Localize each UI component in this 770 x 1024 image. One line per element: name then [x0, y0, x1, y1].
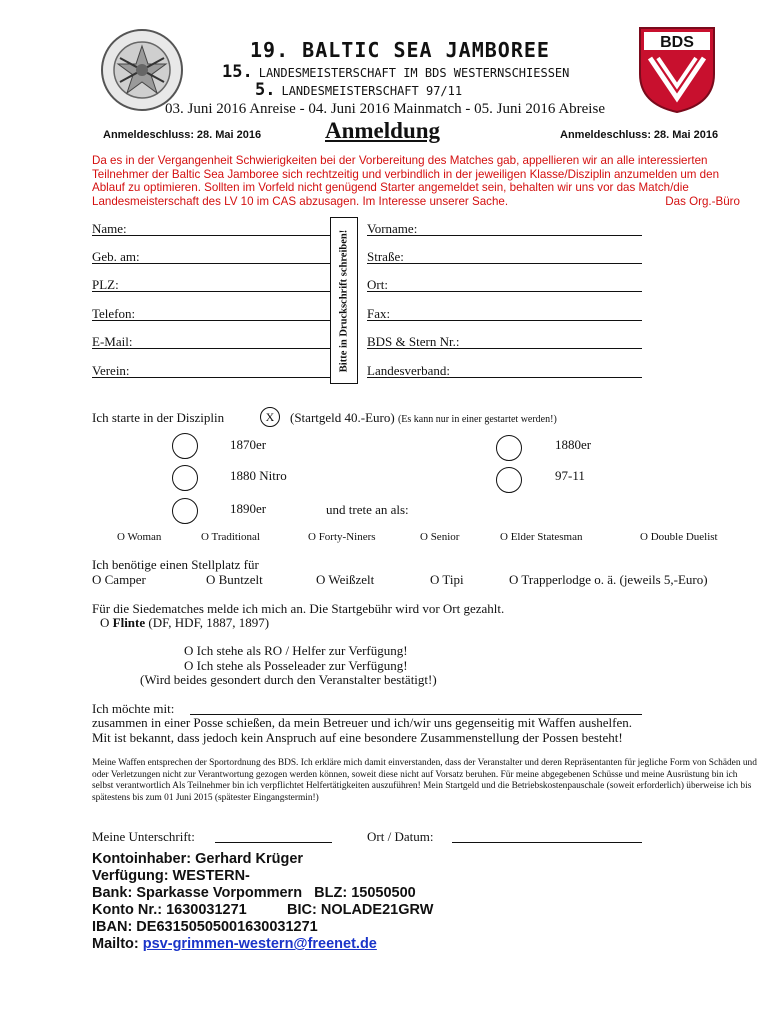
intro-signature: Das Org.-Büro	[665, 194, 740, 208]
category-senior[interactable]: O Senior	[420, 531, 460, 543]
club-logo-left	[100, 28, 184, 112]
option-97-11-label: 97-11	[555, 468, 585, 483]
input-email[interactable]	[92, 348, 330, 349]
label-club: Verein:	[92, 363, 130, 378]
iban: IBAN: DE63150505001630031271	[92, 919, 318, 935]
discipline-label: Ich starte in der Disziplin	[92, 410, 225, 425]
category-woman[interactable]: O Woman	[117, 531, 162, 543]
intro-text: Da es in der Vergangenheit Schwierigkeiten bei der Vorbereitung des Matches gab, appellieren wir an alle interessierten Teilnehmer der Baltic Sea Jamboree sich rechtzeitig und verbindlich in der jeweiligen Klasse/Disziplin anzumelden um den Ablauf zu optimieren. Sollten im Vorfeld nicht genügend Starter angemeldet sein, behalten wir uns vor das Match/die Landesmeisterschaft des LV 10 im CAS abzusagen. Im Interesse unserer Sache.	[92, 154, 720, 208]
date-label: Ort / Datum:	[367, 829, 434, 844]
label-birthdate: Geb. am:	[92, 249, 140, 264]
deadline-right	[560, 129, 718, 141]
event-title: 19. BALTIC SEA JAMBOREE	[250, 38, 550, 62]
helper-ro[interactable]: O Ich stehe als RO / Helfer zur Verfügung!	[184, 643, 408, 658]
posse-text-1: zusammen in einer Posse schießen, da mein Betreuer und ich/wir uns gegenseitig mit Waffen aushelfen.	[92, 715, 632, 730]
category-traditional[interactable]: O Traditional	[201, 531, 260, 543]
date-input[interactable]	[452, 842, 642, 843]
deadline-left	[103, 129, 261, 141]
input-club[interactable]	[92, 377, 330, 378]
input-street[interactable]	[367, 263, 642, 264]
deadline-right-label: Anmeldeschluss:	[560, 129, 652, 141]
print-note-box	[330, 217, 358, 384]
option-1880er-radio[interactable]	[496, 435, 522, 461]
mailto-label: Mailto:	[92, 936, 143, 952]
label-phone: Telefon:	[92, 306, 136, 321]
intro-notice	[92, 154, 740, 208]
input-firstname[interactable]	[367, 235, 642, 236]
input-zip[interactable]	[92, 291, 330, 292]
option-1870er-radio[interactable]	[172, 433, 198, 459]
option-1870er-label: 1870er	[230, 437, 267, 452]
input-phone[interactable]	[92, 320, 330, 321]
bank-details	[92, 851, 433, 953]
posse-text-2: Mit ist bekannt, dass jedoch kein Anspruch auf eine besondere Zusammenstellung der Possen besteht!	[92, 730, 623, 745]
side-match-flinte[interactable]	[100, 615, 269, 631]
camping-camper[interactable]: O Camper	[92, 572, 146, 587]
deadline-left-value: 28. Mai 2016	[196, 129, 262, 141]
disclaimer: Meine Waffen entsprechen der Sportordnung des BDS. Ich erkläre mich damit einverstanden, dass der Veranstalter und deren Repräsentanten für jegliche Form von Schäden und oder Verletzungen nicht zur Verantwortung gezogen werden können, soweit diese nicht auf Vorsatz beruhen. Für meine abgegebenen Schüsse und meine Ausrüstung bin ich selbst verantwortlich Als Teilnehmer bin ich verpflichtet Helfertätigkeiten auszuführen! Mein Startgeld und die Betriebskostenpauschale (soweit erforderlich) überweise ich bis spätestens bis zum 01 Juni 2015 (spätester Eingangstermin!)	[92, 758, 757, 803]
flinte-prefix: O	[100, 615, 113, 630]
discipline-mark[interactable]: X	[260, 407, 280, 427]
label-state-association: Landesverband:	[367, 363, 451, 378]
signature-label: Meine Unterschrift:	[92, 829, 195, 844]
category-intro: und trete an als:	[326, 502, 409, 517]
camping-label: Ich benötige einen Stellplatz für	[92, 557, 259, 572]
label-fax: Fax:	[367, 306, 391, 321]
input-birthdate[interactable]	[92, 263, 330, 264]
option-1880-nitro-label: 1880 Nitro	[230, 468, 287, 483]
signature-input[interactable]	[215, 842, 332, 843]
option-1890er-label: 1890er	[230, 501, 267, 516]
bds-logo-text: BDS	[660, 34, 694, 51]
option-1880er-label: 1880er	[555, 437, 592, 452]
option-97-11-radio[interactable]	[496, 467, 522, 493]
posse-wish-label: Ich möchte mit:	[92, 701, 175, 716]
option-1880-nitro-radio[interactable]	[172, 465, 198, 491]
input-bds-number[interactable]	[367, 348, 642, 349]
deadline-left-label: Anmeldeschluss:	[103, 129, 195, 141]
label-street: Straße:	[367, 249, 404, 264]
side-match-text: Für die Siedematches melde ich mich an. Die Startgebühr wird vor Ort gezahlt.	[92, 601, 505, 616]
discipline-fee	[290, 410, 557, 426]
helper-posseleader[interactable]: O Ich stehe als Posseleader zur Verfügung!	[184, 658, 408, 673]
championship-line-2	[255, 80, 462, 100]
event-dates: 03. Juni 2016 Anreise - 04. Juni 2016 Mainmatch - 05. Juni 2016 Abreise	[165, 101, 605, 117]
category-forty-niners[interactable]: O Forty-Niners	[308, 531, 376, 543]
category-elder-statesman[interactable]: O Elder Statesman	[500, 531, 583, 543]
account-holder: Kontoinhaber: Gerhard Krüger	[92, 851, 304, 867]
payment-reference: Verfügung: WESTERN-	[92, 868, 250, 884]
option-1890er-radio[interactable]	[172, 498, 198, 524]
championship-number-2: 5.	[255, 80, 276, 100]
label-firstname: Vorname:	[367, 221, 418, 236]
print-note: Bitte in Druckschrift schreiben!	[338, 229, 350, 372]
championship-text-1: LANDESMEISTERSCHAFT IM BDS WESTERNSCHIESSEN	[258, 66, 570, 80]
label-zip: PLZ:	[92, 277, 119, 292]
camping-buntzelt[interactable]: O Buntzelt	[206, 572, 263, 587]
label-name: Name:	[92, 221, 127, 236]
championship-text-2: LANDESMEISTERSCHAFT 97/11	[281, 84, 463, 98]
championship-number-1: 15.	[222, 62, 253, 82]
label-city: Ort:	[367, 277, 388, 292]
input-city[interactable]	[367, 291, 642, 292]
input-state-association[interactable]	[367, 377, 642, 378]
championship-line-1	[222, 62, 569, 82]
deadline-right-value: 28. Mai 2016	[653, 129, 719, 141]
label-email: E-Mail:	[92, 334, 133, 349]
camping-weisszelt[interactable]: O Weißzelt	[316, 572, 375, 587]
fee-text: (Startgeld 40.-Euro)	[290, 410, 395, 425]
email-link[interactable]: psv-grimmen-western@freenet.de	[142, 936, 377, 952]
mailto-line	[92, 936, 433, 953]
category-double-duelist[interactable]: O Double Duelist	[640, 531, 718, 543]
flinte-label: Flinte	[112, 615, 146, 630]
fee-note: (Es kann nur in einer gestartet werden!)	[397, 414, 557, 425]
bank-name: Bank: Sparkasse Vorpommern BLZ: 15050500	[92, 885, 416, 901]
input-name[interactable]	[92, 235, 330, 236]
form-title: Anmeldung	[325, 118, 441, 143]
helper-confirmation: (Wird beides gesondert durch den Veranstalter bestätigt!)	[140, 672, 437, 687]
flinte-details: (DF, HDF, 1887, 1897)	[145, 615, 270, 630]
label-bds-number: BDS & Stern Nr.:	[367, 334, 460, 349]
camping-trapperlodge[interactable]: O Trapperlodge o. ä. (jeweils 5,-Euro)	[509, 572, 708, 587]
input-fax[interactable]	[367, 320, 642, 321]
account-number: Konto Nr.: 1630031271 BIC: NOLADE21GRW	[92, 902, 434, 918]
camping-tipi[interactable]: O Tipi	[430, 572, 464, 587]
